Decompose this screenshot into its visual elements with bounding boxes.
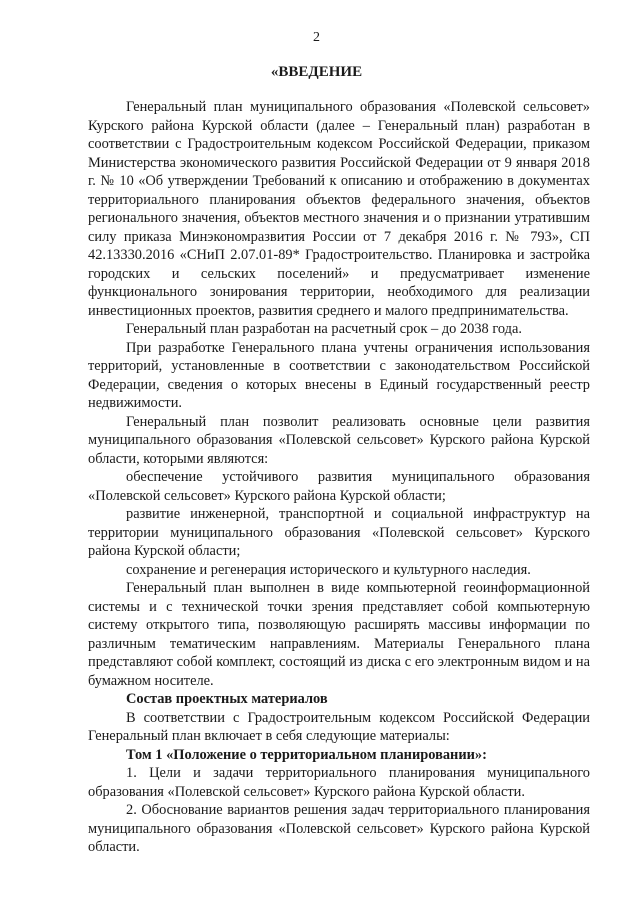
list-item: сохранение и регенерация исторического и культурного наследия. (126, 561, 531, 578)
list-item: обеспечение устойчивого развития муниципального образования «Полевской сельсовет» Курского района Курской области; (88, 469, 590, 504)
volume-item: 2. Обоснование вариантов решения задач территориального планирования муниципального образования «Полевской сельсовет» Курского района Курской области. (88, 802, 590, 855)
volume-item: 1. Цели и задачи территориального планирования муниципального образования «Полевской сельсовет» Курского района Курской области. (88, 765, 590, 800)
page-number: 2 (313, 30, 320, 45)
paragraph: При разработке Генерального плана учтены ограничения использования территорий, установленные в соответствии с законодательством Российской Федерации, сведения о которых внесены в Единый государственный реестр недвижимости. (88, 339, 590, 411)
paragraph: Генеральный план выполнен в виде компьютерной геоинформационной системы и с технической точки зрения представляет собой компьютерную систему открытого типа, позволяющую расширять массивы информации по различным тематическим направлениям. Материалы Генерального плана представляют собой комплект, состоящий из диска с его электронным видом и на бумажном носителе. (88, 580, 590, 689)
document-body (88, 98, 590, 857)
volume-title: Том 1 «Положение о территориальном планировании»: (126, 746, 487, 763)
list-item: развитие инженерной, транспортной и социальной инфраструктур на территории муниципального образования «Полевской сельсовет» Курского района Курской области; (88, 506, 590, 559)
paragraph: Генеральный план разработан на расчетный срок – до 2038 года. (126, 321, 522, 337)
section-title: Состав проектных материалов (126, 691, 328, 707)
paragraph: Генеральный план муниципального образования «Полевской сельсовет» Курского района Курской области (далее – Генеральный план) разработан в соответствии с Градостроительным кодексом Российской Федерации, приказом Министерства экономического развития Российской Федерации от 9 января 2018 г. № 10 «Об утверждении Требований к описанию и отображению в документах территориального планирования объектов федерального значения, объектов регионального значения, объектов местного значения и о признании утратившим силу приказа Минэкономразвития России от 7 декабря 2016 г. № 793», СП 42.13330.2016 «СНиП 2.07.01-89* Градостроительство. Планировка и застройка городских и сельских поселений» и предусматривает изменение функционального зонирования территории, необходимого для реализации инвестиционных проектов, развития среднего и малого предпринимательства. (88, 99, 590, 319)
section-heading: «ВВЕДЕНИЕ (270, 64, 363, 80)
paragraph: Генеральный план позволит реализовать основные цели развития муниципального образования «Полевской сельсовет» Курского района Курской области, которыми являются: (88, 413, 590, 467)
paragraph: В соответствии с Градостроительным кодексом Российской Федерации Генеральный план включает в себя следующие материалы: (88, 709, 590, 744)
